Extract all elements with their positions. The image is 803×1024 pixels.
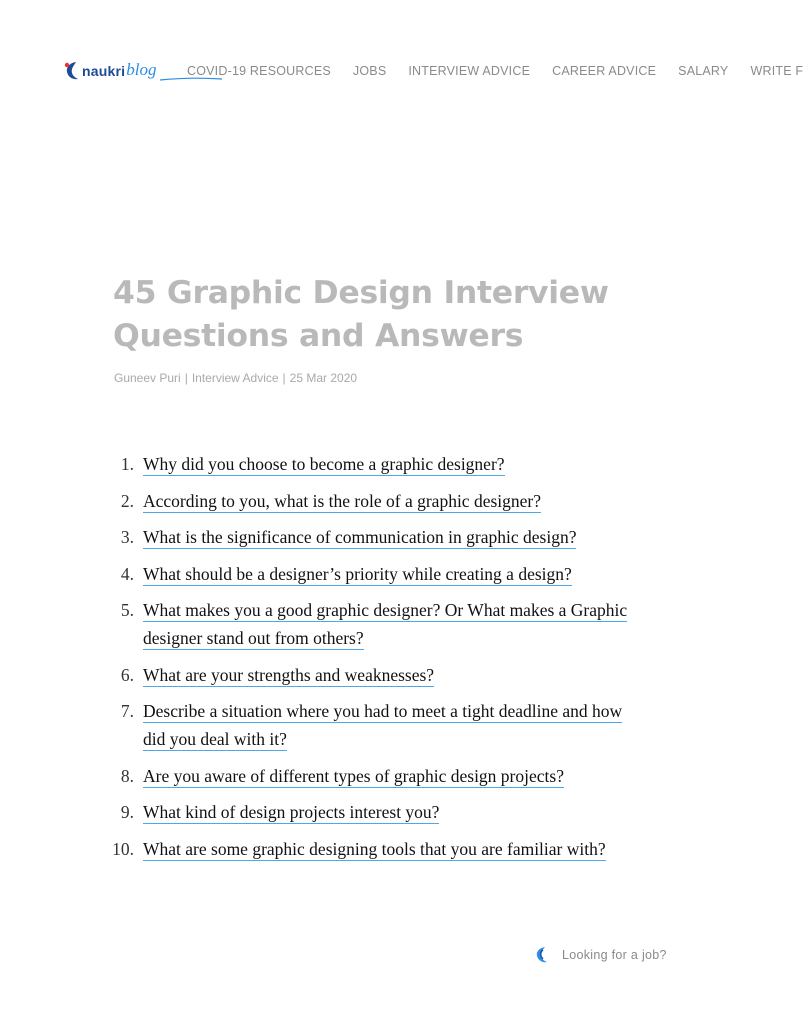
list-item — [100, 661, 640, 689]
article-title: 45 Graphic Design Interview Questions and Answers — [113, 275, 609, 354]
logo-brand-text: naukri — [82, 63, 126, 79]
list-number: 8. — [120, 765, 134, 786]
nav-salary[interactable]: SALARY — [678, 64, 729, 78]
looking-for-job-widget[interactable] — [534, 946, 667, 964]
question-link[interactable]: Describe a situation where you had to meet a tight deadline and how did you deal with it? — [143, 701, 623, 749]
list-number: 1. — [120, 454, 134, 474]
question-link[interactable]: Are you aware of different types of graphic design projects? — [143, 765, 564, 786]
list-number: 4. — [120, 563, 134, 584]
question-link[interactable]: What kind of design projects interest you? — [143, 802, 440, 822]
author-link[interactable]: Guneev Puri — [114, 371, 181, 385]
question-link[interactable]: What are your strengths and weaknesses? — [143, 664, 435, 685]
nav-career-advice[interactable]: CAREER ADVICE — [552, 64, 657, 78]
question-link[interactable]: What should be a designer’s priority while creating a design? — [143, 563, 572, 584]
question-link[interactable]: According to you, what is the role of a graphic designer? — [143, 490, 541, 511]
list-number: 6. — [120, 664, 134, 685]
list-number: 10. — [112, 838, 134, 859]
list-item — [100, 450, 640, 478]
list-item — [100, 596, 640, 652]
list-item — [100, 697, 640, 753]
nav-write-for-us[interactable]: WRITE F — [750, 64, 803, 78]
main-nav — [187, 61, 803, 81]
list-number: 2. — [120, 490, 134, 511]
question-list — [100, 450, 640, 871]
list-item — [100, 487, 640, 515]
site-header — [0, 0, 803, 140]
list-number: 5. — [120, 600, 134, 620]
naukri-blog-logo[interactable] — [64, 56, 156, 86]
list-number: 7. — [120, 701, 134, 721]
naukri-mark-icon — [534, 946, 550, 964]
list-item — [100, 762, 640, 790]
question-link[interactable]: What makes you a good graphic designer? Or What makes a Graphic designer stand out from others? — [143, 600, 628, 648]
looking-for-job-label: Looking for a job? — [562, 948, 667, 962]
nav-interview-advice[interactable]: INTERVIEW ADVICE — [408, 64, 531, 78]
naukri-mark-icon — [64, 60, 80, 82]
list-item — [100, 560, 640, 588]
question-link[interactable]: What is the significance of communication in graphic design? — [143, 527, 577, 547]
list-number: 3. — [120, 527, 134, 547]
question-link[interactable]: Why did you choose to become a graphic designer? — [143, 454, 505, 474]
question-link[interactable]: What are some graphic designing tools that you are familiar with? — [143, 838, 606, 859]
nav-covid-resources[interactable]: COVID-19 RESOURCES — [187, 64, 331, 78]
list-number: 9. — [120, 802, 134, 822]
list-item — [100, 835, 640, 863]
publish-date: 25 Mar 2020 — [289, 371, 358, 385]
category-link[interactable]: Interview Advice — [191, 371, 279, 385]
logo-blog-text: blog — [126, 60, 157, 79]
nav-jobs[interactable]: JOBS — [352, 64, 387, 78]
list-item — [100, 523, 640, 551]
list-item — [100, 798, 640, 826]
article-meta: Guneev Puri | Interview Advice | 25 Mar 2020 — [114, 371, 358, 385]
